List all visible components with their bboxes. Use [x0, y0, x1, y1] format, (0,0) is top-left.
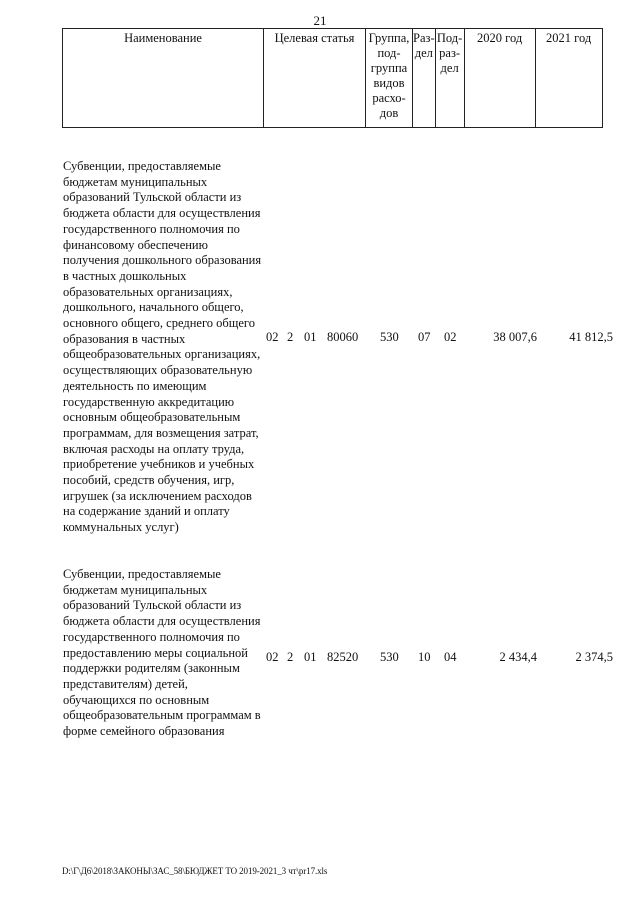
target-article-part-2: 2	[287, 650, 294, 664]
expense-group-value: 530	[380, 650, 399, 664]
section-value: 07	[418, 330, 431, 344]
table-row	[0, 159, 640, 535]
subsection-value: 04	[444, 650, 457, 664]
page-number: 21	[313, 13, 327, 28]
amount-2021: 41 812,5	[569, 330, 613, 344]
column-header-2021: 2021 год	[535, 29, 602, 128]
amount-2020: 38 007,6	[493, 330, 537, 344]
target-article-part-2: 2	[287, 330, 294, 344]
column-header-expense-group: Группа, под- группа видов расхо- дов	[366, 29, 413, 128]
row-name: Субвенции, предоставляемые бюджетам муниципальных образований Тульской области из бюджета области для осуществления государственного полномочия по финансовому обеспечению получения дошкольного образования в частных дошкольных образовательных организациях, дошкольного, начального общего, основного общего, среднего общего образования в частных общеобразовательных организациях, осуществляющих образовательную деятельность по имеющим государственную аккредитацию основным общеобразовательным программам, для возмещения затрат, включая расходы на оплату труда, приобретение учебников и учебных пособий, средств обучения, игр, игрушек (за исключением расходов на содержание зданий и оплату коммунальных услуг)	[63, 159, 262, 535]
amount-2021: 2 374,5	[575, 650, 613, 664]
target-article-part-3: 01	[304, 650, 317, 664]
expense-group-value: 530	[380, 330, 399, 344]
column-header-target-article: Целевая статья	[264, 29, 366, 128]
target-article-part-3: 01	[304, 330, 317, 344]
column-header-name: Наименование	[63, 29, 264, 128]
amount-2020: 2 434,4	[499, 650, 537, 664]
section-value: 10	[418, 650, 431, 664]
file-path-footer: D:\Г\Д6\2018\ЗАКОНЫ\ЗАС_58\БЮДЖЕТ ТО 2019-2021_3 чт\pr17.xls	[62, 866, 328, 876]
target-article-part-1: 02	[266, 330, 279, 344]
column-header-subsection: Под- раз- дел	[435, 29, 464, 128]
column-header-section: Раз- дел	[413, 29, 436, 128]
table-header	[62, 28, 603, 128]
row-name: Субвенции, предоставляемые бюджетам муниципальных образований Тульской области из бюджета области для осуществления государственного полномочия по предоставлению меры социальной поддержки родителям (законным представителям) детей, обучающихся по основным общеобразовательным программам в форме семейного образования	[63, 567, 261, 739]
subsection-value: 02	[444, 330, 457, 344]
table-row	[0, 567, 640, 757]
target-article-part-1: 02	[266, 650, 279, 664]
target-article-part-4: 80060	[327, 330, 359, 344]
target-article-part-4: 82520	[327, 650, 359, 664]
column-header-2020: 2020 год	[464, 29, 535, 128]
